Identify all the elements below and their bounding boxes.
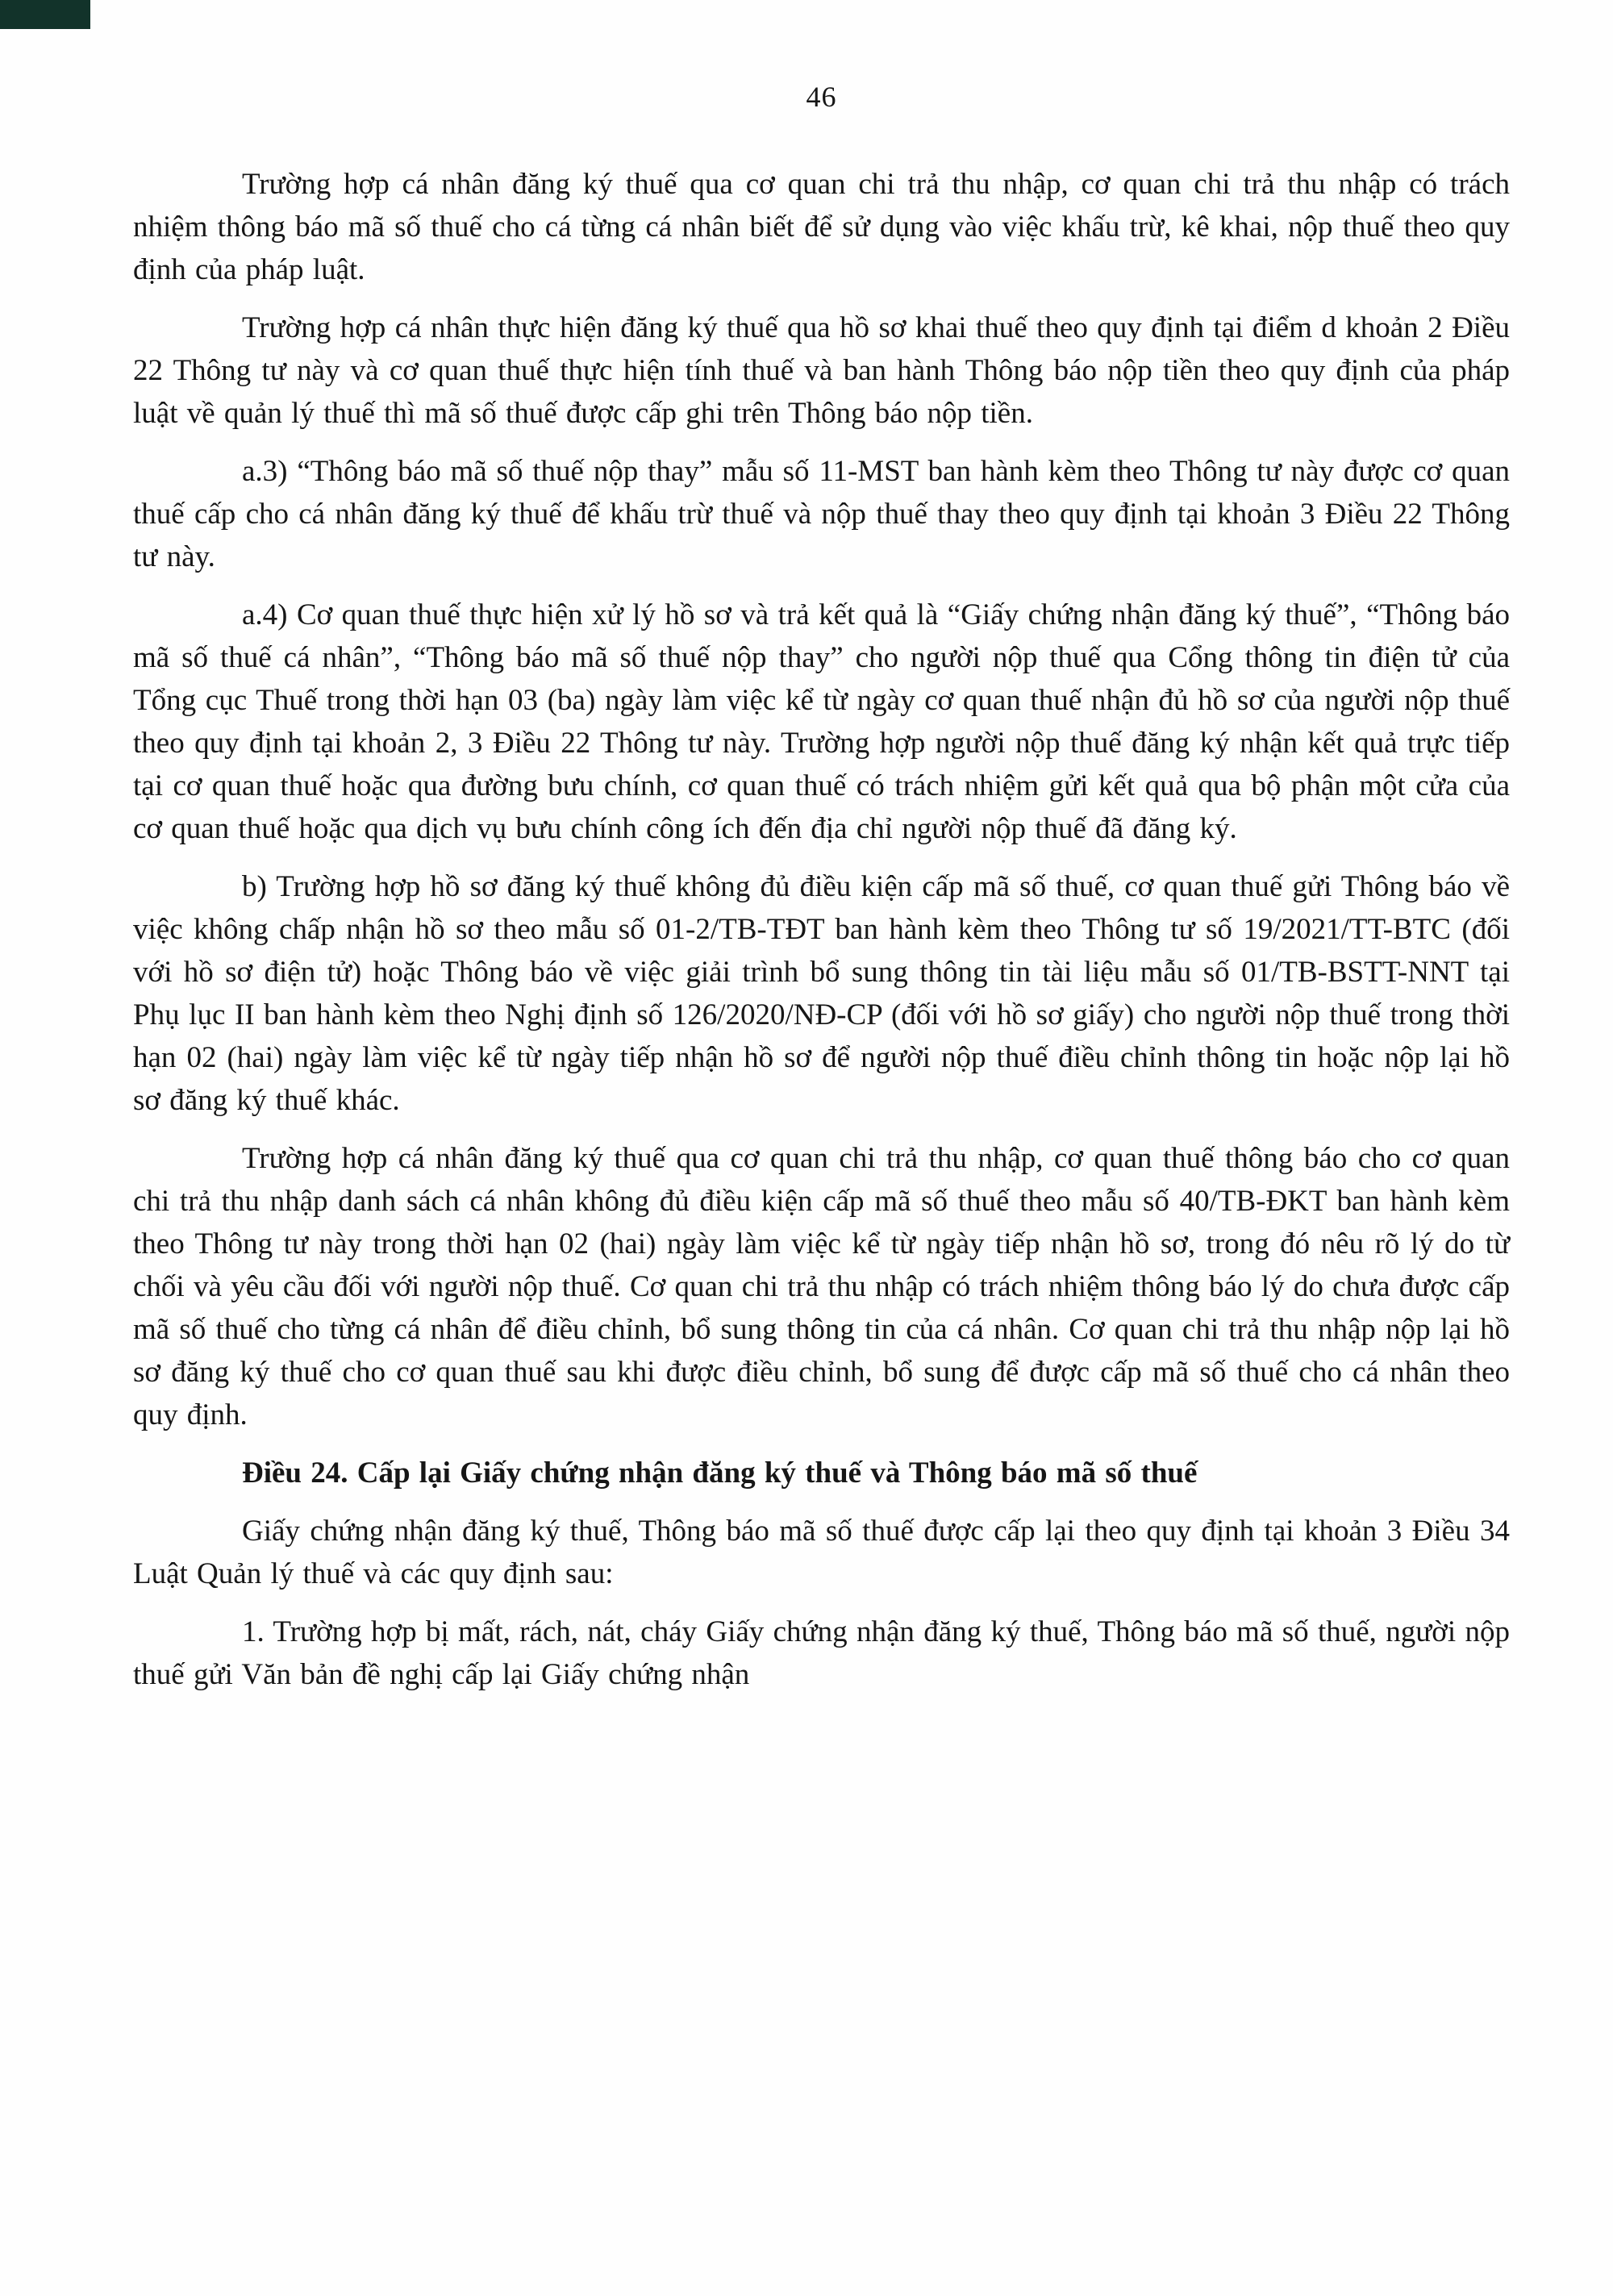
paragraph-reissuance-rule: Giấy chứng nhận đăng ký thuế, Thông báo mã số thuế được cấp lại theo quy định tại khoản 3 Điều 34 Luật Quản lý thuế và các quy định sau: bbox=[133, 1515, 1510, 1590]
page-number: 46 bbox=[806, 81, 837, 113]
paragraph-a4-processing-results: a.4) Cơ quan thuế thực hiện xử lý hồ sơ và trả kết quả là “Giấy chứng nhận đăng ký thuế”, “Thông báo mã số thuế cá nhân”, “Thông báo mã số thuế nộp thay” cho người nộp thuế qua Cổng thông tin điện tử của Tổng cục Thuế trong thời hạn 03 (ba) ngày làm việc kể từ ngày cơ quan thuế nhận đủ hồ sơ của người nộp thuế theo quy định tại khoản 2, 3 Điều 22 Thông tư này. Trường hợp người nộp thuế đăng ký nhận kết quả trực tiếp tại cơ quan thuế hoặc qua đường bưu chính, cơ quan thuế có trách nhiệm gửi kết quả qua bộ phận một cửa của cơ quan thuế hoặc qua dịch vụ bưu chính công ích đến địa chỉ người nộp thuế đã đăng ký. bbox=[133, 598, 1510, 845]
paragraph-tax-declaration-dossier: Trường hợp cá nhân thực hiện đăng ký thuế qua hồ sơ khai thuế theo quy định tại điểm d khoản 2 Điều 22 Thông tư này và cơ quan thuế thực hiện tính thuế và ban hành Thông báo nộp tiền theo quy định của pháp luật về quản lý thuế thì mã số thuế được cấp ghi trên Thông báo nộp tiền. bbox=[133, 311, 1510, 430]
article-24-heading: Điều 24. Cấp lại Giấy chứng nhận đăng ký thuế và Thông báo mã số thuế bbox=[242, 1456, 1198, 1490]
page-body bbox=[133, 81, 1510, 1711]
scan-corner-artifact bbox=[0, 0, 90, 29]
paragraph-a3-notice-11-mst: a.3) “Thông báo mã số thuế nộp thay” mẫu số 11-MST ban hành kèm theo Thông tư này được cơ quan thuế cấp cho cá nhân đăng ký thuế để khấu trừ thuế và nộp thuế thay theo quy định tại khoản 3 Điều 22 Thông tư này. bbox=[133, 455, 1510, 573]
paragraph-individual-registration: Trường hợp cá nhân đăng ký thuế qua cơ quan chi trả thu nhập, cơ quan chi trả thu nhập có trách nhiệm thông báo mã số thuế cho cá từng cá nhân biết để sử dụng vào việc khấu trừ, kê khai, nộp thuế theo quy định của pháp luật. bbox=[133, 168, 1510, 286]
paragraph-lost-damaged-certificate: 1. Trường hợp bị mất, rách, nát, cháy Giấy chứng nhận đăng ký thuế, Thông báo mã số thuế, người nộp thuế gửi Văn bản đề nghị cấp lại Giấy chứng nhận bbox=[133, 1615, 1510, 1691]
paragraph-income-payer-notification: Trường hợp cá nhân đăng ký thuế qua cơ quan chi trả thu nhập, cơ quan thuế thông báo cho cơ quan chi trả thu nhập danh sách cá nhân không đủ điều kiện cấp mã số thuế theo mẫu số 40/TB-ĐKT ban hành kèm theo Thông tư này trong thời hạn 02 (hai) ngày làm việc kể từ ngày tiếp nhận hồ sơ, trong đó nêu rõ lý do từ chối và yêu cầu đối với người nộp thuế. Cơ quan chi trả thu nhập có trách nhiệm thông báo lý do chưa được cấp mã số thuế cho từng cá nhân để điều chỉnh, bổ sung thông tin của cá nhân. Cơ quan chi trả thu nhập nộp lại hồ sơ đăng ký thuế cho cơ quan thuế sau khi được điều chỉnh, bổ sung để được cấp mã số thuế cho cá nhân theo quy định. bbox=[133, 1142, 1510, 1431]
paragraph-b-rejected-dossier: b) Trường hợp hồ sơ đăng ký thuế không đủ điều kiện cấp mã số thuế, cơ quan thuế gửi Thông báo về việc không chấp nhận hồ sơ theo mẫu số 01-2/TB-TĐT ban hành kèm theo Thông tư số 19/2021/TT-BTC (đối với hồ sơ điện tử) hoặc Thông báo về việc giải trình bổ sung thông tin tài liệu mẫu số 01/TB-BSTT-NNT tại Phụ lục II ban hành kèm theo Nghị định số 126/2020/NĐ-CP (đối với hồ sơ giấy) cho người nộp thuế trong thời hạn 02 (hai) ngày làm việc kể từ ngày tiếp nhận hồ sơ để người nộp thuế điều chỉnh thông tin hoặc nộp lại hồ sơ đăng ký thuế khác. bbox=[133, 870, 1510, 1117]
